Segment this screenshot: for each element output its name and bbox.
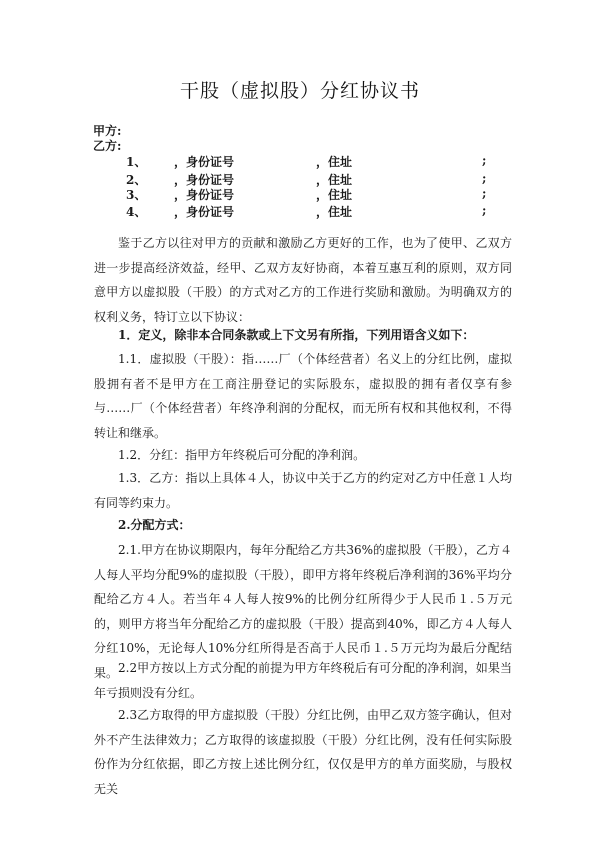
clause-1-3: 1.3．乙方：指以上具体４人，协议中关于乙方的约定对乙方中任意１人均有同等约束力。 xyxy=(94,471,512,510)
intro-paragraph: 鉴于乙方以往对甲方的贡献和激励乙方更好的工作，也为了使甲、乙双方进一步提高经济效益，经甲、乙双方友好协商，本着互惠互利的原则，双方同意甲方以虚拟股（干股）的方式对乙方的工作进行奖励和激励。为明确双方的权利义务，特订立以下协议： xyxy=(94,236,512,324)
member-row xyxy=(0,153,600,171)
member-row-end: ; xyxy=(482,186,487,200)
clause-1-2: 1.2．分红：指甲方年终税后可分配的净利润。 xyxy=(118,448,366,462)
clause-2-3: 2.3乙方取得的甲方虚拟股（干股）分红比例，由甲乙双方签字确认，但对外不产生法律效力；乙方取得的该虚拟股（干股）分红比例，没有任何实际股份作为分红依据，即乙方按上述比例分红，仅仅是甲方的单方面奖励，与股权无关 xyxy=(94,708,512,796)
member-row xyxy=(0,186,600,204)
member-id-label: ，身份证号 xyxy=(174,205,235,219)
section-1-heading: 1．定义，除非本合同条款或上下文另有所指，下列用语含义如下： xyxy=(118,328,475,342)
member-number: 1、 xyxy=(126,155,147,169)
party-a-label: 甲方: xyxy=(93,124,122,138)
member-row xyxy=(0,203,600,221)
member-id-label: ，身份证号 xyxy=(174,173,235,187)
member-address-label: ，住址 xyxy=(316,205,353,219)
member-id-label: ，身份证号 xyxy=(174,188,235,202)
member-number: 4、 xyxy=(126,205,147,219)
member-number: 3、 xyxy=(126,188,147,202)
document-title: 干股（虚拟股）分红协议书 xyxy=(179,80,420,102)
member-row-end: ; xyxy=(482,203,487,217)
member-row-end: ; xyxy=(482,153,487,167)
member-row-end: ; xyxy=(482,171,487,185)
section-2-heading: 2.分配方式： xyxy=(118,518,191,532)
member-address-label: ，住址 xyxy=(316,173,353,187)
clause-1-1: 1.1．虚拟股（干股）：指……厂（个体经营者）名义上的分红比例，虚拟股拥有者不是甲方在工商注册登记的实际股东，虚拟股的拥有者仅享有参与……厂（个体经营者）年终净利润的分配权，而无所有权和其他权利，不得转让和继承。 xyxy=(94,352,512,440)
member-id-label: ，身份证号 xyxy=(174,155,235,169)
clause-2-2: 2.2甲方按以上方式分配的前提为甲方年终税后有可分配的净利润，如果当年亏损则没有分红。 xyxy=(94,661,512,700)
party-b-label: 乙方: xyxy=(93,139,122,153)
member-number: 2、 xyxy=(126,173,147,187)
clause-2-1: 2.1.甲方在协议期限内，每年分配给乙方共36%的虚拟股（干股），乙方４人每人平均分配9%的虚拟股（干股），即甲方将年终税后净利润的36%平均分配给乙方４人。若当年４人每人按9%的比例分红所得少于人民币１.５万元的，则甲方将当年分配给乙方的虚拟股（干股）提高到40%，即乙方４人每人分红10%，无论每人10%分红所得是否高于人民币１.５万元均为最后分配结果。 xyxy=(94,543,512,680)
member-address-label: ，住址 xyxy=(316,155,353,169)
member-address-label: ，住址 xyxy=(316,188,353,202)
